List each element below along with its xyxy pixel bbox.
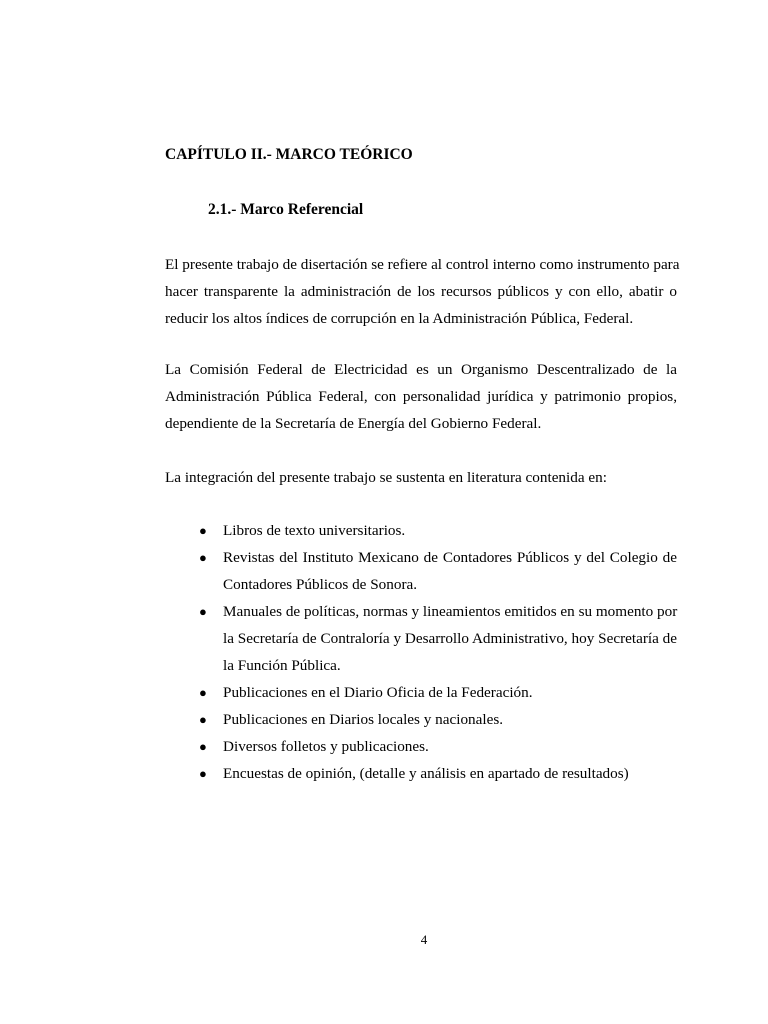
paragraph-intro [165, 251, 680, 332]
chapter-title: CAPÍTULO II.- MARCO TEÓRICO [165, 146, 413, 163]
list-item [165, 544, 677, 598]
bullet-icon: ● [199, 523, 207, 538]
list-item [165, 706, 677, 733]
paragraph-line: reducir los altos índices de corrupción en la Administración Pública, Federal. [165, 310, 634, 327]
list-item-line: Publicaciones en Diarios locales y nacionales. [223, 711, 504, 728]
paragraph-line: dependiente de la Secretaría de Energía del Gobierno Federal. [165, 415, 542, 432]
bullet-icon: ● [199, 685, 207, 700]
list-item [165, 733, 677, 760]
list-item-line: Diversos folletos y publicaciones. [223, 738, 429, 755]
paragraph-line: Administración Pública Federal, con personalidad jurídica y patrimonio propios, [165, 388, 677, 405]
bullet-icon: ● [199, 604, 207, 619]
list-item-line: Contadores Públicos de Sonora. [223, 576, 418, 593]
section-title: 2.1.- Marco Referencial [208, 201, 364, 218]
list-item-line: Encuestas de opinión, (detalle y análisis en apartado de resultados) [223, 765, 629, 782]
paragraph-line: El presente trabajo de disertación se refiere al control interno como instrumento para [165, 256, 680, 273]
list-item-line: Publicaciones en el Diario Oficia de la Federación. [223, 684, 533, 701]
list-item-line: la Función Pública. [223, 657, 341, 674]
paragraph-line: La integración del presente trabajo se sustenta en literatura contenida en: [165, 469, 607, 486]
list-item [165, 598, 677, 679]
list-item [165, 679, 677, 706]
list-item-line: Libros de texto universitarios. [223, 522, 406, 539]
paragraph-literature [165, 464, 677, 491]
list-item [165, 760, 677, 787]
bullet-icon: ● [199, 766, 207, 781]
paragraph-line: La Comisión Federal de Electricidad es un Organismo Descentralizado de la [165, 361, 677, 378]
paragraph-cfe [165, 356, 677, 437]
bullet-icon: ● [199, 550, 207, 565]
bullet-icon: ● [199, 712, 207, 727]
list-item-line: la Secretaría de Contraloría y Desarrollo Administrativo, hoy Secretaría de [223, 630, 677, 647]
paragraph-line: hacer transparente la administración de los recursos públicos y con ello, abatir o [165, 283, 677, 300]
list-item-line: Manuales de políticas, normas y lineamientos emitidos en su momento por [223, 603, 678, 620]
literature-list [165, 517, 677, 787]
list-item [165, 517, 677, 544]
page-number: 4 [420, 932, 428, 947]
bullet-icon: ● [199, 739, 207, 754]
list-item-line: Revistas del Instituto Mexicano de Contadores Públicos y del Colegio de [223, 549, 677, 566]
